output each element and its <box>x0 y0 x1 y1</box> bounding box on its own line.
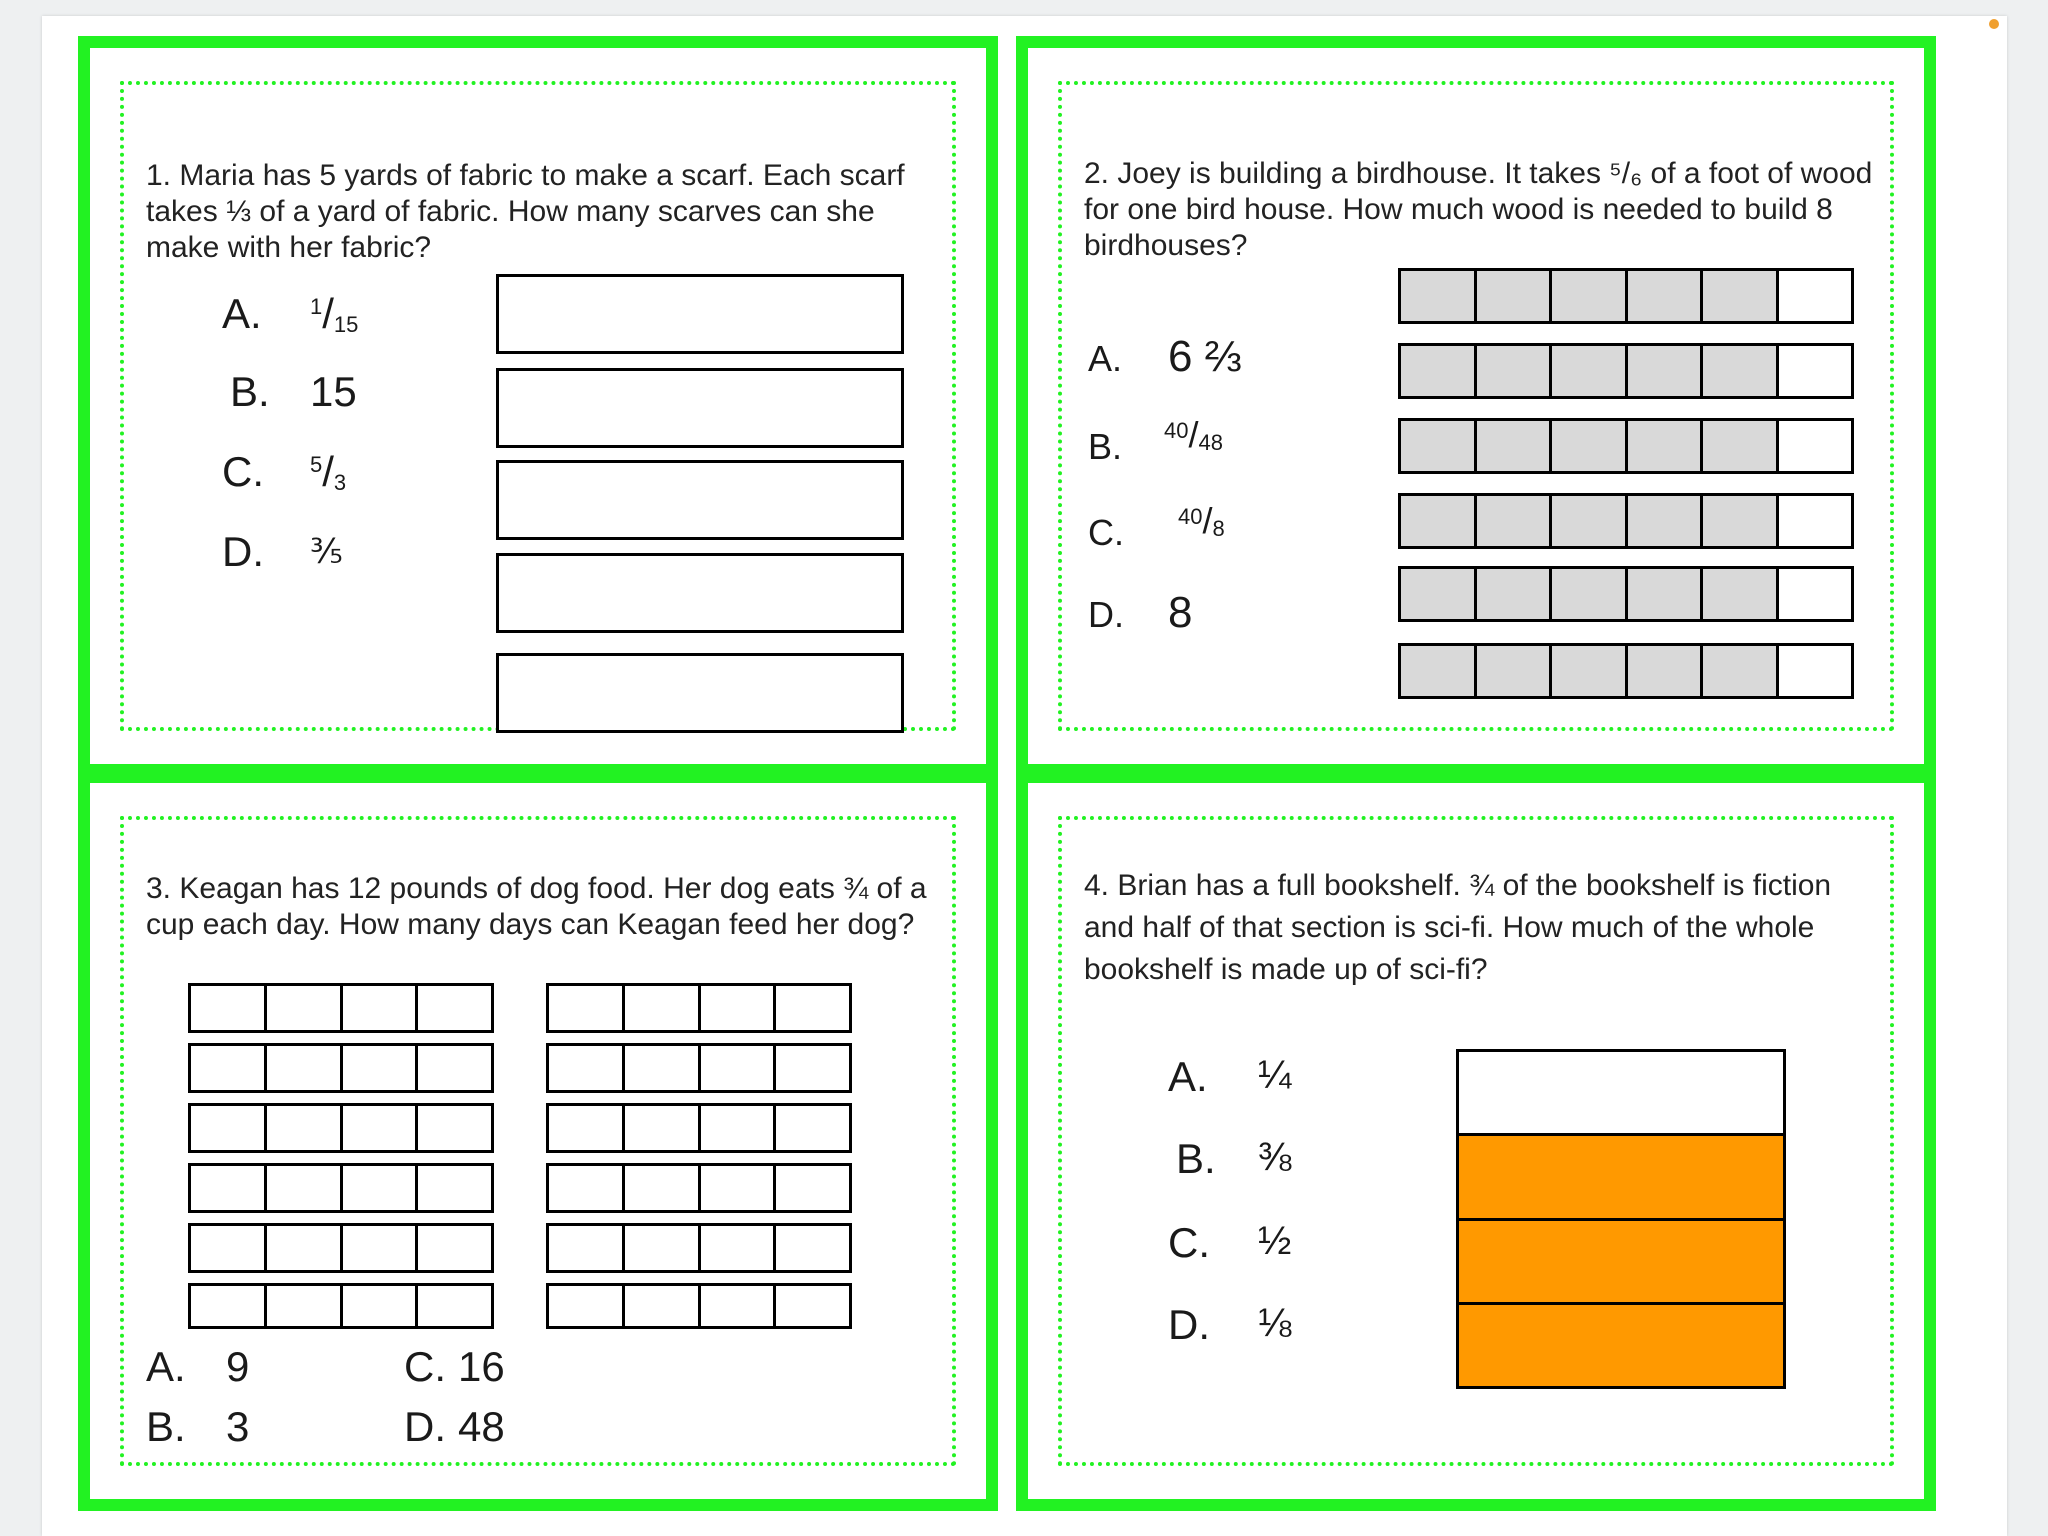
model-box <box>496 553 904 633</box>
option-value: ⅛ <box>1258 1301 1292 1345</box>
fraction-bar <box>1398 566 1854 622</box>
option-value: 8 <box>1168 588 1193 637</box>
fraction-bar <box>546 1043 852 1093</box>
bookshelf-model <box>1456 1049 1786 1389</box>
option-letter: A. <box>1088 338 1123 379</box>
option-b[interactable] <box>1088 414 1223 468</box>
option-c[interactable] <box>1088 500 1225 554</box>
option-value: ½ <box>1258 1219 1292 1263</box>
model-box <box>496 460 904 540</box>
option-a[interactable] <box>146 1343 250 1391</box>
option-letter: A. <box>222 290 262 337</box>
fraction-bar <box>546 1163 852 1213</box>
option-a[interactable] <box>1168 1053 1292 1101</box>
option-value: 16 <box>458 1343 505 1390</box>
question-text-1: 1. Maria has 5 yards of fabric to make a scarf. Each scarf takes ⅓ of a yard of fabric. How many scarves can she make with her fabric? <box>146 159 905 264</box>
option-letter: C. <box>1088 512 1124 553</box>
option-letter: B. <box>146 1403 186 1450</box>
option-value: ¼ <box>1258 1053 1292 1097</box>
stack-part-fiction <box>1459 1221 1783 1305</box>
option-d[interactable] <box>1088 588 1193 637</box>
option-value: 15 <box>310 368 357 415</box>
option-b[interactable] <box>230 368 357 416</box>
task-card-4 <box>1016 771 1936 1511</box>
option-value-fraction: $^1$/15 <box>310 290 359 337</box>
task-card-3 <box>78 771 998 1511</box>
task-card-2 <box>1016 36 1936 776</box>
task-card-1 <box>78 36 998 776</box>
option-letter: C. <box>1168 1219 1210 1266</box>
option-letter: C. <box>222 448 264 495</box>
option-value-fraction: $^5$/3 <box>310 448 347 495</box>
fraction-bar <box>188 1043 494 1093</box>
option-value: 6 ⅔ <box>1168 332 1242 381</box>
fraction-bar <box>546 1223 852 1273</box>
fraction-bar <box>188 1223 494 1273</box>
question-text-2: 2. Joey is building a birdhouse. It takes ⁵/₆ of a foot of wood for one bird house. How much wood is needed to build 8 birdhouses? <box>1084 157 1873 262</box>
fraction-bar <box>188 1283 494 1329</box>
option-letter: C. <box>404 1343 446 1390</box>
option-letter: B. <box>1088 426 1123 467</box>
option-a[interactable] <box>1088 332 1242 381</box>
stack-part-empty <box>1459 1052 1783 1136</box>
option-letter: A. <box>1168 1053 1208 1100</box>
fraction-bar <box>546 983 852 1033</box>
stack-part-fiction <box>1459 1136 1783 1220</box>
option-c[interactable] <box>1168 1219 1292 1267</box>
option-letter: D. <box>1088 594 1124 635</box>
fraction-bar <box>188 983 494 1033</box>
fraction-bar <box>1398 493 1854 549</box>
option-value-fraction: $^{40}$/8 <box>1178 500 1225 541</box>
option-value: 48 <box>458 1403 505 1450</box>
stack-part-fiction <box>1459 1305 1783 1386</box>
fraction-bar <box>188 1103 494 1153</box>
option-c[interactable] <box>222 448 347 496</box>
fraction-bar <box>1398 343 1854 399</box>
model-box <box>496 653 904 733</box>
option-a[interactable] <box>222 290 359 338</box>
option-letter: D. <box>404 1403 446 1450</box>
option-letter: B. <box>1176 1135 1216 1182</box>
option-d[interactable] <box>1168 1301 1292 1349</box>
model-box <box>496 368 904 448</box>
option-d[interactable] <box>222 528 343 576</box>
option-value: ⅗ <box>310 533 343 571</box>
option-b[interactable] <box>146 1403 250 1451</box>
window-indicator-dot <box>1989 19 1999 29</box>
question-text-4: 4. Brian has a full bookshelf. ¾ of the bookshelf is fiction and half of that section is sci-fi. How much of the whole bookshelf is made up of sci-fi? <box>1084 869 1832 986</box>
fraction-bar <box>546 1103 852 1153</box>
fraction-bar <box>1398 418 1854 474</box>
fraction-bar <box>188 1163 494 1213</box>
worksheet-page <box>42 16 2007 1536</box>
option-d[interactable] <box>404 1403 505 1451</box>
fraction-bar <box>1398 643 1854 699</box>
option-value-fraction: $^{40}$/48 <box>1164 414 1223 455</box>
option-letter: D. <box>222 528 264 575</box>
option-value: 3 <box>226 1403 250 1450</box>
option-c[interactable] <box>404 1343 505 1391</box>
option-letter: B. <box>230 368 270 415</box>
option-letter: D. <box>1168 1301 1210 1348</box>
fraction-bar <box>546 1283 852 1329</box>
option-value: ⅜ <box>1258 1135 1292 1179</box>
fraction-bar <box>1398 268 1854 324</box>
option-letter: A. <box>146 1343 186 1390</box>
option-value: 9 <box>226 1343 250 1390</box>
question-text-3: 3. Keagan has 12 pounds of dog food. Her dog eats ¾ of a cup each day. How many days can Keagan feed her dog? <box>146 872 927 941</box>
option-b[interactable] <box>1176 1135 1292 1183</box>
model-box <box>496 274 904 354</box>
